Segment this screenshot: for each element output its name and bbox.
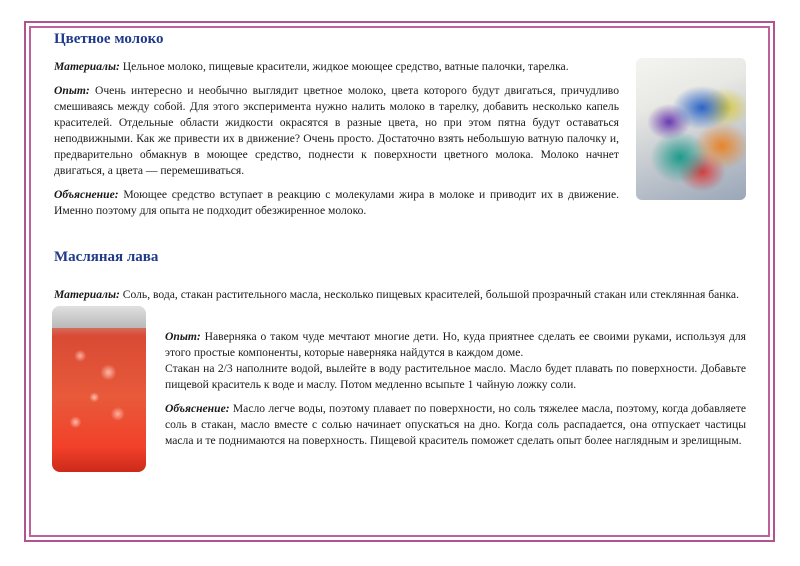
experiment-text: Очень интересно и необычно выглядит цветное молоко, цвета которого будут двигаться, причудливо смешиваясь между собой. Для этого эксперимента нужно налить молоко в тарелку, добавить несколько капель красителей. Отдельные области жидкости окрасятся в разные цвета, но при этом пятна будут оставаться неподвижными. Как же привести их в движение? Очень просто. Достаточно взять небольшую ватную палочку и, предварительно обмакнув в моющее средство, поднести к поверхности цветного молока. Молоко начнет двигаться, а цвета — перемешиваться. [54, 84, 619, 177]
materials-paragraph [54, 59, 619, 75]
lava-materials-block [54, 287, 746, 303]
experiment-paragraph [54, 83, 619, 179]
lava-materials-label: Материалы: [54, 288, 120, 301]
lava-experiment-text-1: Наверняка о таком чуде мечтают многие дети. Но, куда приятнее сделать ее своими руками, используя для этого простые компоненты, которые наверняка найдутся в каждом доме. [165, 330, 746, 359]
lava-materials-text: Соль, вода, стакан растительного масла, несколько пищевых красителей, большой прозрачный стакан или стеклянная банка. [119, 288, 739, 301]
jar-lid [52, 306, 146, 328]
section-colored-milk-body [54, 59, 619, 219]
section-title-oil-lava: Масляная лава [54, 249, 159, 265]
lava-body-block [165, 329, 746, 449]
lava-experiment-paragraph-2: Стакан на 2/3 наполните водой, вылейте в воду растительное масло. Масло будет плавать по поверхности. Добавьте пищевой краситель к воде и маслу. Потом медленно всыпьте 1 чайную ложку соли. [165, 362, 746, 391]
lava-jar-image [52, 306, 146, 472]
lava-explanation-text: Масло легче воды, поэтому плавает по поверхности, но соль тяжелее масла, поэтому, когда добавляете соль в стакан, масло вместе с солью начинает опускаться на дно. Когда соль распадается, она отпускает частицы масла и те поднимаются на поверхность. Пищевой краситель поможет сделать опыт более наглядным и зрелищным. [165, 402, 746, 447]
colored-milk-image [636, 58, 746, 200]
experiment-label: Опыт: [54, 84, 90, 97]
materials-text: Цельное молоко, пищевые красители, жидкое моющее средство, ватные палочки, тарелка. [119, 60, 569, 73]
section-title-colored-milk: Цветное молоко [54, 31, 164, 47]
lava-explanation-paragraph [165, 401, 746, 449]
lava-experiment-paragraph [165, 329, 746, 361]
lava-explanation-label: Объяснение: [165, 402, 230, 415]
explanation-label: Объяснение: [54, 188, 119, 201]
explanation-paragraph [54, 187, 619, 219]
lava-experiment-label: Опыт: [165, 330, 201, 343]
materials-label: Материалы: [54, 60, 120, 73]
lava-materials-paragraph [54, 287, 746, 303]
explanation-text: Моющее средство вступает в реакцию с молекулами жира в молоке и приводит их в движение. Именно поэтому для опыта не подходит обезжиренное молоко. [54, 188, 619, 217]
